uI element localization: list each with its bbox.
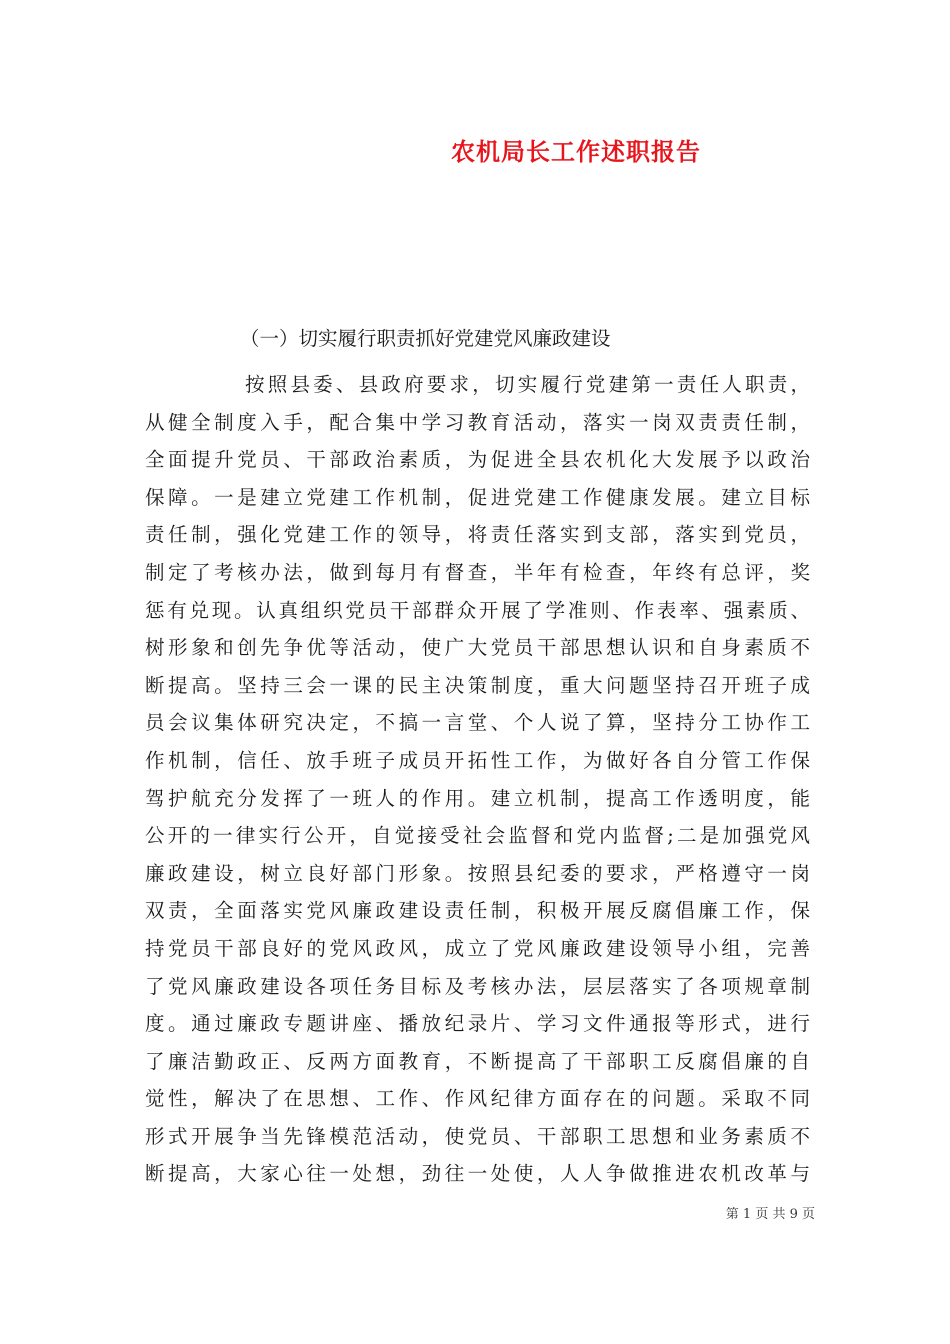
paragraph-line: 员会议集体研究决定，不搞一言堂、个人说了算，坚持分工协作工 xyxy=(145,711,810,735)
paragraph-line: 保障。一是建立党建工作机制，促进党建工作健康发展。建立目标 xyxy=(145,485,810,509)
paragraph-line: 树形象和创先争优等活动，使广大党员干部思想认识和自身素质不 xyxy=(145,636,810,660)
section-heading: （一）切实履行职责抓好党建党风廉政建设 xyxy=(240,327,611,350)
paragraph-line: 了党风廉政建设各项任务目标及考核办法，层层落实了各项规章制 xyxy=(145,974,810,998)
document-title: 农机局长工作述职报告 xyxy=(451,137,701,166)
paragraph-line: 惩有兑现。认真组织党员干部群众开展了学准则、作表率、强素质、 xyxy=(145,598,810,622)
paragraph-line: 断提高。坚持三会一课的民主决策制度，重大问题坚持召开班子成 xyxy=(145,673,810,697)
paragraph-line: 觉性，解决了在思想、工作、作风纪律方面存在的问题。采取不同 xyxy=(145,1087,810,1111)
paragraph-line: 了廉洁勤政正、反两方面教育，不断提高了干部职工反腐倡廉的自 xyxy=(145,1049,810,1073)
paragraph-line: 作机制，信任、放手班子成员开拓性工作，为做好各自分管工作保 xyxy=(145,748,810,772)
paragraph-line: 廉政建设，树立良好部门形象。按照县纪委的要求，严格遵守一岗 xyxy=(145,861,810,885)
paragraph-line: 度。通过廉政专题讲座、播放纪录片、学习文件通报等形式，进行 xyxy=(145,1012,810,1036)
page-number: 第 1 页 共 9 页 xyxy=(725,1207,815,1222)
paragraph-line: 制定了考核办法，做到每月有督查，半年有检查，年终有总评，奖 xyxy=(145,560,810,584)
paragraph-line: 全面提升党员、干部政治素质，为促进全县农机化大发展予以政治 xyxy=(145,448,810,472)
paragraph-line: 驾护航充分发挥了一班人的作用。建立机制，提高工作透明度，能 xyxy=(145,786,810,810)
paragraph-line: 持党员干部良好的党风政风，成立了党风廉政建设领导小组，完善 xyxy=(145,936,810,960)
paragraph-line: 断提高，大家心往一处想，劲往一处使，人人争做推进农机改革与 xyxy=(145,1162,810,1186)
paragraph-line: 从健全制度入手，配合集中学习教育活动，落实一岗双责责任制， xyxy=(145,410,810,434)
paragraph-line: 责任制，强化党建工作的领导，将责任落实到支部，落实到党员， xyxy=(145,523,810,547)
body-paragraph xyxy=(145,366,810,1193)
paragraph-line: 按照县委、县政府要求，切实履行党建第一责任人职责， xyxy=(245,373,810,396)
paragraph-line: 公开的一律实行公开，自觉接受社会监督和党内监督;二是加强党风 xyxy=(145,824,810,848)
paragraph-line: 双责，全面落实党风廉政建设责任制，积极开展反腐倡廉工作，保 xyxy=(145,899,810,923)
paragraph-line: 形式开展争当先锋模范活动，使党员、干部职工思想和业务素质不 xyxy=(145,1124,810,1148)
